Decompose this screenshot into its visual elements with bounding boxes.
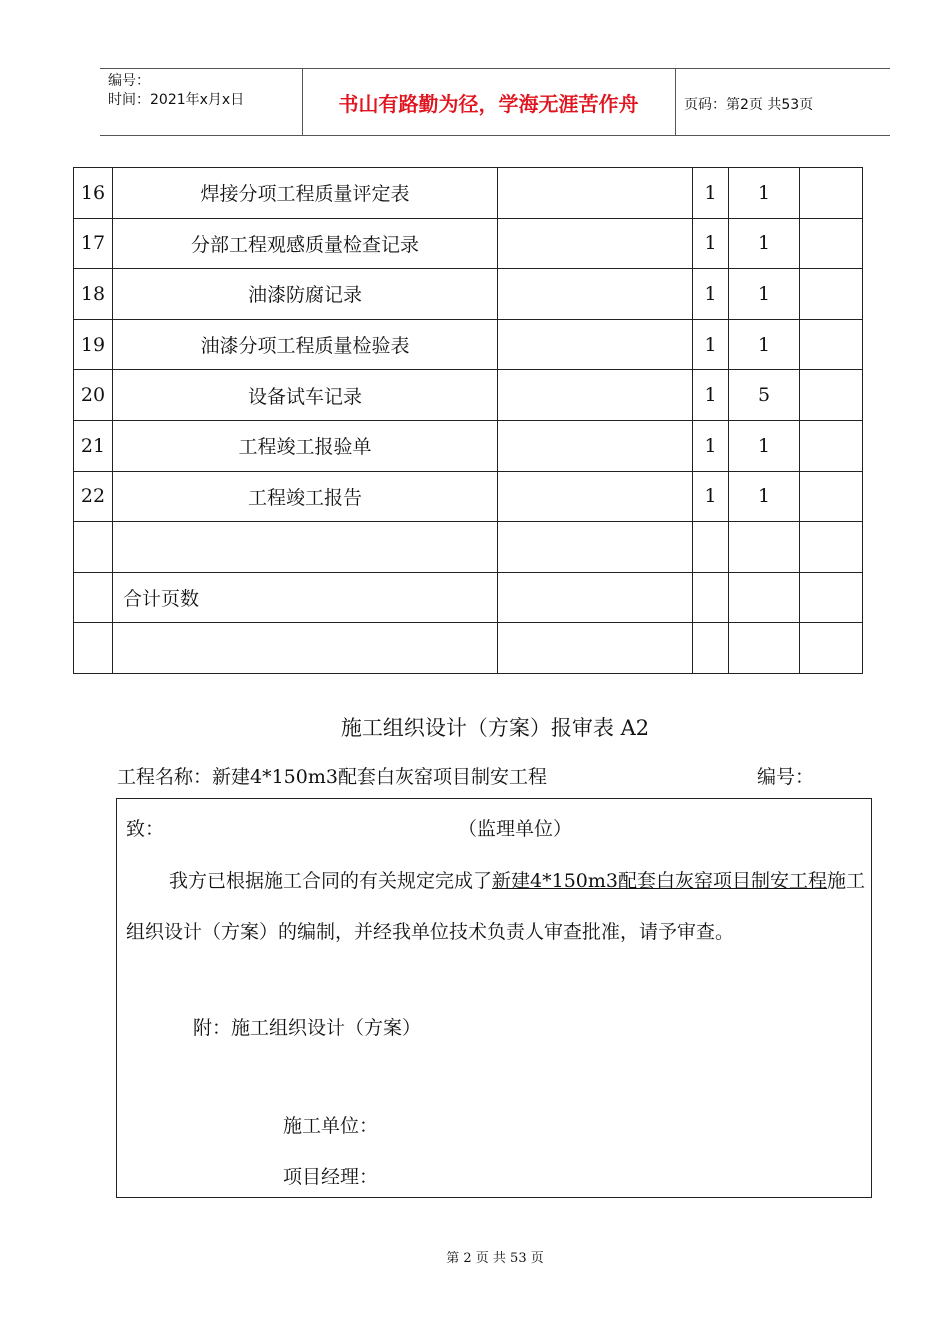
row-blank-cell xyxy=(498,370,693,421)
form-code-label: 编号： xyxy=(757,766,815,788)
row-blank-cell xyxy=(498,269,693,320)
to-label: 致： xyxy=(126,818,165,840)
row-remark-cell xyxy=(800,319,863,370)
row-pages: 1 xyxy=(729,269,800,320)
row-number: 19 xyxy=(74,319,113,370)
row-remark-cell xyxy=(800,420,863,471)
row-count: 1 xyxy=(693,471,729,522)
row-blank-cell xyxy=(498,218,693,269)
row-remark-cell xyxy=(800,471,863,522)
table-row xyxy=(74,471,863,522)
row-number: 22 xyxy=(74,471,113,522)
row-document-name: 油漆分项工程质量检验表 xyxy=(113,319,498,370)
row-document-name: 油漆防腐记录 xyxy=(113,269,498,320)
table-row-empty xyxy=(74,522,863,573)
row-remark-cell xyxy=(800,370,863,421)
table-row xyxy=(74,420,863,471)
row-number: 21 xyxy=(74,420,113,471)
row-count: 1 xyxy=(693,269,729,320)
header-page-info: 页码：第2页 共53页 xyxy=(684,97,814,113)
row-document-name: 设备试车记录 xyxy=(113,370,498,421)
construction-unit-label: 施工单位： xyxy=(283,1115,379,1137)
table-row xyxy=(74,218,863,269)
table-row-total xyxy=(74,572,863,623)
row-pages: 1 xyxy=(729,218,800,269)
attachment-line: 附：施工组织设计（方案） xyxy=(193,1017,422,1039)
row-remark-cell xyxy=(800,269,863,320)
row-pages: 1 xyxy=(729,168,800,219)
submission-paragraph xyxy=(126,856,866,958)
row-pages: 1 xyxy=(729,420,800,471)
row-pages: 5 xyxy=(729,370,800,421)
row-document-name: 分部工程观感质量检查记录 xyxy=(113,218,498,269)
header-top-rule xyxy=(100,68,890,69)
row-document-name: 焊接分项工程质量评定表 xyxy=(113,168,498,219)
table-row-empty xyxy=(74,623,863,674)
page-footer: 第 2 页 共 53 页 xyxy=(446,1251,544,1266)
header-bottom-rule xyxy=(100,135,890,136)
row-pages: 1 xyxy=(729,471,800,522)
row-remark-cell xyxy=(800,218,863,269)
table-row xyxy=(74,370,863,421)
row-count: 1 xyxy=(693,420,729,471)
row-document-name: 工程竣工报告 xyxy=(113,471,498,522)
row-number: 18 xyxy=(74,269,113,320)
table-row xyxy=(74,168,863,219)
row-remark-cell xyxy=(800,168,863,219)
row-blank-cell xyxy=(498,471,693,522)
para-suffix: 施工组织设计（方案）的编制，并经我单位技术负责人审查批准，请予审查。 xyxy=(126,870,865,943)
row-count: 1 xyxy=(693,168,729,219)
header-time-label: 时间：2021年x月x日 xyxy=(108,92,245,108)
row-pages: 1 xyxy=(729,319,800,370)
row-count: 1 xyxy=(693,370,729,421)
row-number: 17 xyxy=(74,218,113,269)
supervisor-unit-label: （监理单位） xyxy=(458,818,573,840)
row-blank-cell xyxy=(498,168,693,219)
header-code-label: 编号： xyxy=(108,73,150,89)
row-count: 1 xyxy=(693,218,729,269)
para-prefix: 我方已根据施工合同的有关规定完成了 xyxy=(169,870,493,892)
row-count: 1 xyxy=(693,319,729,370)
para-project-name: 新建4*150m3配套白灰窑项目制安工程 xyxy=(492,870,827,892)
header-meta xyxy=(108,72,244,110)
table-row xyxy=(74,269,863,320)
header-divider xyxy=(675,68,676,135)
document-list-table xyxy=(73,167,863,674)
total-pages-label: 合计页数 xyxy=(113,572,498,623)
project-name-line: 工程名称：新建4*150m3配套白灰窑项目制安工程 xyxy=(117,766,547,788)
project-manager-label: 项目经理： xyxy=(283,1166,379,1188)
row-blank-cell xyxy=(498,420,693,471)
header-motto: 书山有路勤为径，学海无涯苦作舟 xyxy=(338,92,639,116)
row-number: 16 xyxy=(74,168,113,219)
form-title: 施工组织设计（方案）报审表 A2 xyxy=(340,716,650,740)
row-number: 20 xyxy=(74,370,113,421)
row-document-name: 工程竣工报验单 xyxy=(113,420,498,471)
row-blank-cell xyxy=(498,319,693,370)
table-row xyxy=(74,319,863,370)
